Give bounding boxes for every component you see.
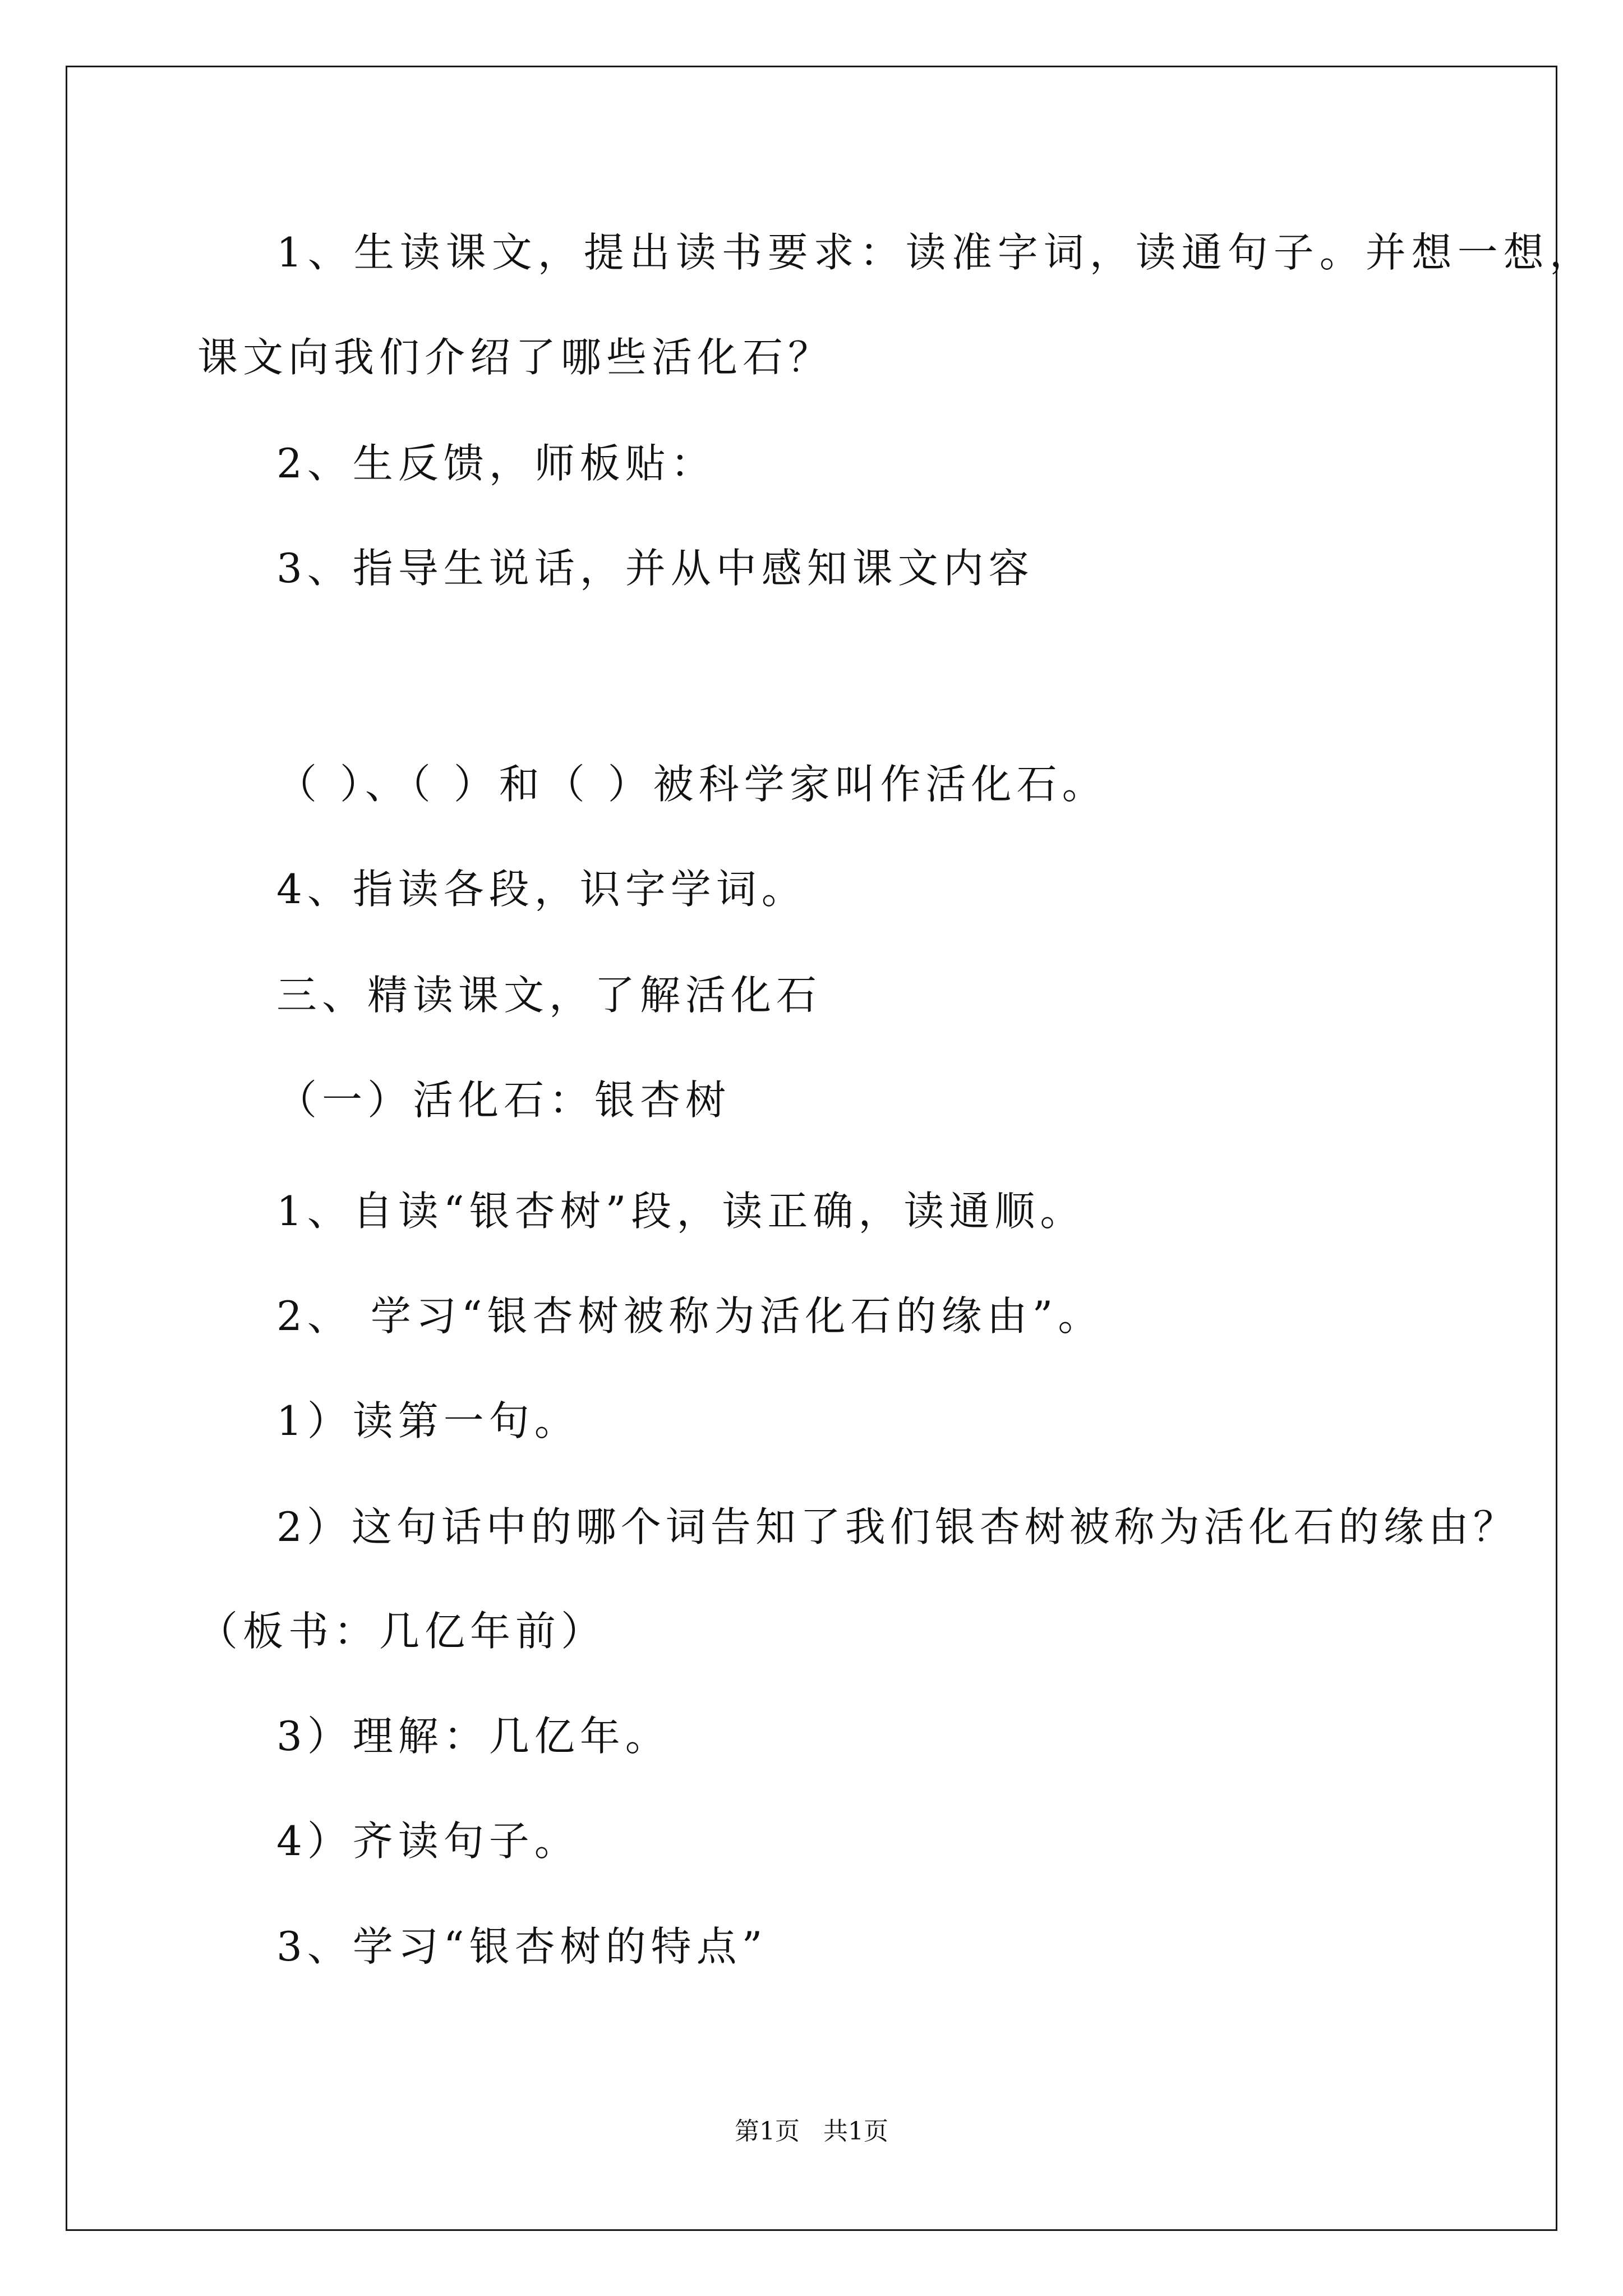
line-16-features: 3、学习“银杏树的特点” bbox=[276, 1923, 768, 1970]
line-7-section-three: 三、精读课文，了解活化石 bbox=[276, 972, 822, 1019]
line-5-fill-blanks: （ ）、（ ）和（ ）被科学家叫作活化石。 bbox=[276, 761, 1108, 808]
line-11-first-sentence: 1）读第一句。 bbox=[276, 1397, 580, 1444]
line-13-board-note: （板书：几亿年前） bbox=[197, 1608, 607, 1655]
line-8-ginkgo-heading: （一）活化石：银杏树 bbox=[276, 1076, 731, 1124]
page-footer: 第1页 共1页 bbox=[735, 2117, 888, 2146]
line-4-guide-speaking: 3、指导生说话，并从中感知课文内容 bbox=[276, 545, 1034, 592]
line-2-question-fossils: 课文向我们介绍了哪些活化石？ bbox=[197, 334, 834, 381]
line-6-read-paragraphs: 4、指读各段，识字学词。 bbox=[276, 866, 807, 913]
line-10-learn-reason: 2、 学习“银杏树被称为活化石的缘由”。 bbox=[276, 1292, 1104, 1340]
line-9-self-read: 1、自读“银杏树”段，读正确，读通顺。 bbox=[276, 1188, 1086, 1235]
line-1-read-text: 1、生读课文，提出读书要求：读准字词，读通句子。并想一想， bbox=[276, 229, 1596, 276]
line-3-feedback: 2、生反馈，师板贴： bbox=[276, 440, 716, 487]
line-14-understand: 3）理解：几亿年。 bbox=[276, 1713, 671, 1760]
line-15-read-together: 4）齐读句子。 bbox=[276, 1818, 580, 1865]
line-12-which-word: 2）这句话中的哪个词告知了我们银杏树被称为活化石的缘由？ bbox=[276, 1503, 1518, 1550]
page-border bbox=[66, 66, 1557, 2231]
